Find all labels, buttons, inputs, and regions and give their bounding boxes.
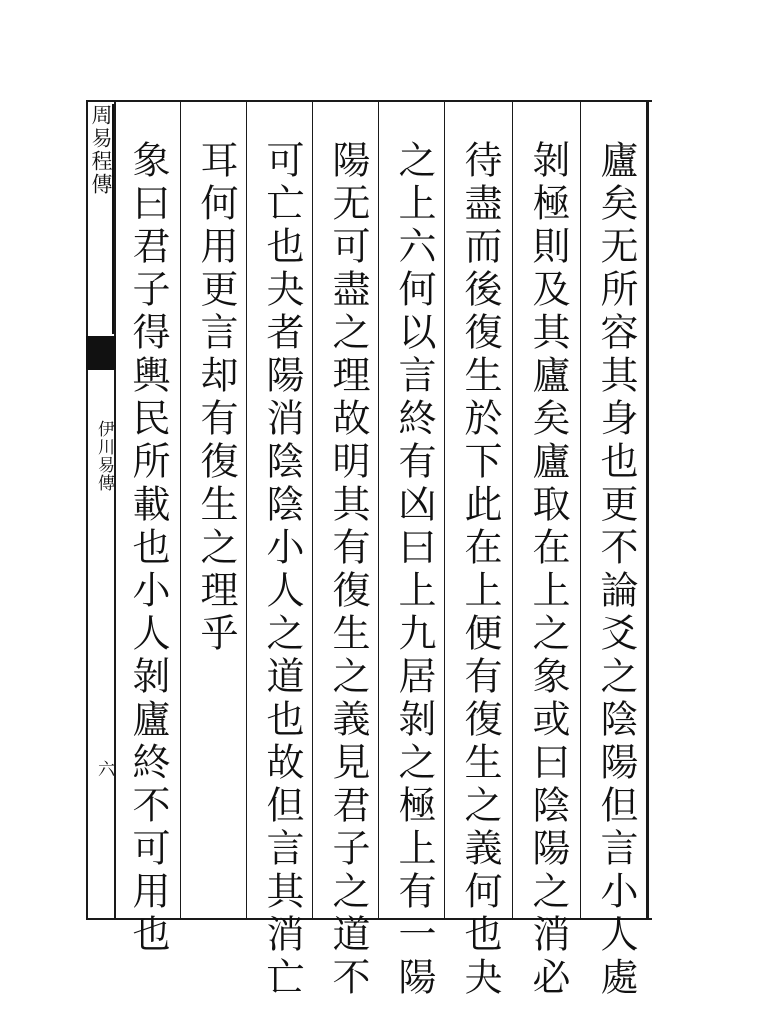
fishtail-mark (86, 336, 116, 370)
margin-book-title: 伊川易傳 (94, 420, 114, 492)
margin-title: 周易程傳 (88, 104, 114, 334)
text-column-6: 可亡也夬者陽消陰陰小人之道也故但言其消亡 (260, 140, 304, 1000)
column-divider (444, 100, 445, 918)
text-column-4: 之上六何以言終有凶曰上九居剝之極上有一陽 (392, 140, 436, 1000)
text-column-1: 廬矣无所容其身也更不論爻之陰陽但言小人處 (594, 140, 638, 1000)
column-divider (580, 100, 581, 918)
inner-left-border (114, 100, 116, 920)
top-border (86, 100, 652, 102)
right-border (646, 100, 649, 920)
page-number: 六 (94, 760, 114, 777)
column-divider (312, 100, 313, 918)
column-divider (246, 100, 247, 918)
column-divider (180, 100, 181, 918)
column-divider (512, 100, 513, 918)
text-column-2: 剝極則及其廬矣廬取在上之象或曰陰陽之消必 (526, 140, 570, 1000)
text-column-5: 陽无可盡之理故明其有復生之義見君子之道不 (326, 140, 370, 1000)
text-column-3: 待盡而後復生於下此在上便有復生之義何也夬 (458, 140, 502, 1000)
text-column-7: 耳何用更言却有復生之理乎 (194, 140, 238, 656)
text-column-8: 象曰君子得輿民所載也小人剝廬終不可用也 (126, 140, 170, 957)
column-divider (378, 100, 379, 918)
